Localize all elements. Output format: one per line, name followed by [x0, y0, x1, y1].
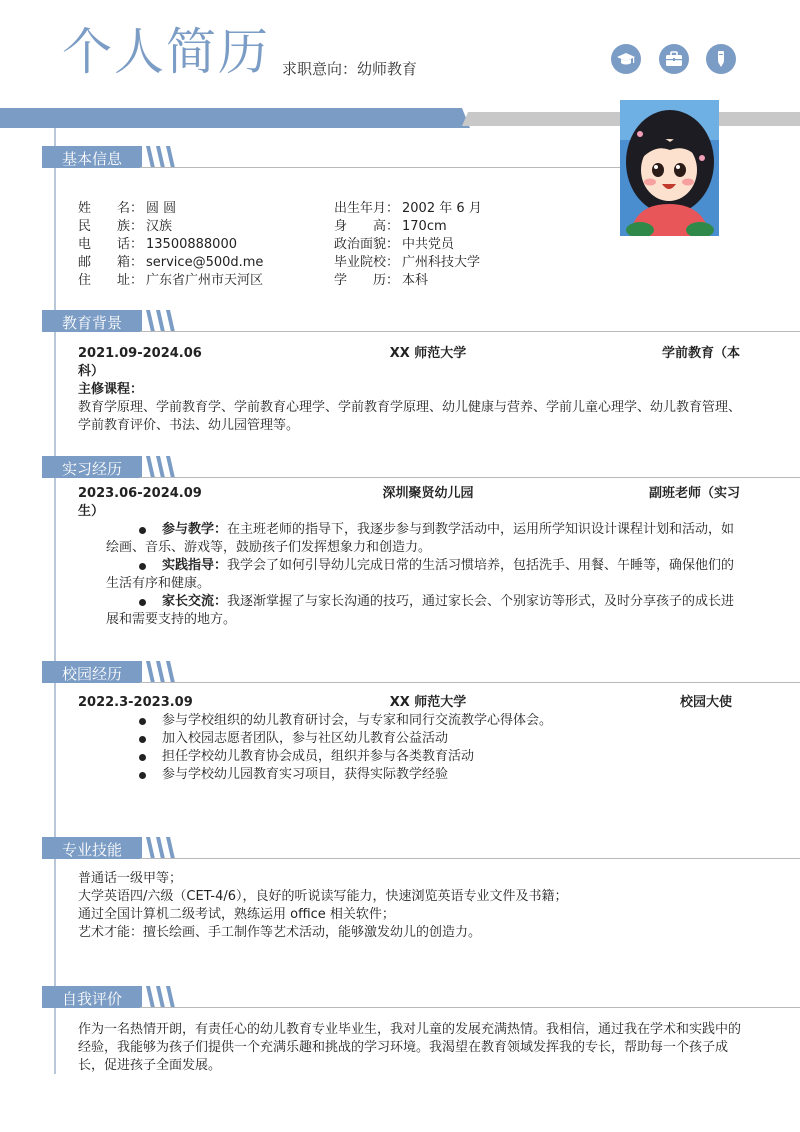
timeline-line [54, 128, 56, 1074]
internship-date: 2023.06-2024.09 [78, 486, 202, 501]
pen-icon [706, 44, 736, 74]
section-rule [140, 682, 800, 683]
info-height: 身 高： 170cm [334, 219, 447, 234]
profile-photo [620, 100, 719, 236]
section-stripe [156, 986, 165, 1008]
section-stripe [166, 661, 175, 683]
education-major: 学前教育（本 [661, 346, 740, 361]
list-item: 参与教学：在主班老师的指导下，我逐步参与到教学活动中，运用所学知识设计课程计划和活动，如绘画、音乐、游戏等，鼓励孩子们发挥想象力和创造力。 [106, 522, 735, 555]
bullet-dot [139, 527, 146, 534]
info-phone: 电 话： 13500888000 [78, 237, 237, 252]
info-degree: 学 历： 本科 [334, 273, 429, 288]
skill-line: 通过全国计算机二级考试，熟练运用 office 相关软件； [78, 907, 395, 922]
self-eval-text: 作为一名热情开朗，有责任心的幼儿教育专业毕业生，我对儿童的发展充满热情。我相信，通过我在学术和实践中的经验，我能够为孩子们提供一个充满乐趣和挑战的学习环境。我渴望在教育领域发挥我的专长，帮助每一个孩子成长，促进孩子全面发展。 [78, 1022, 742, 1073]
bullet-dot [139, 736, 146, 743]
list-item: 实践指导：我学会了如何引导幼儿完成日常的生活习惯培养，包括洗手、用餐、午睡等，确保他们的生活有序和健康。 [106, 558, 735, 591]
section-title: 实习经历 [62, 460, 123, 478]
section-stripe [166, 986, 175, 1008]
section-stripe [146, 661, 155, 683]
list-item: 参与学校组织的幼儿教育研讨会，与专家和同行交流教学心得体会。 [162, 712, 742, 730]
section-rule [140, 858, 800, 859]
list-item: 加入校园志愿者团队，参与社区幼儿教育公益活动 [162, 730, 742, 748]
section-stripe [156, 837, 165, 859]
section-stripe [146, 146, 155, 168]
skill-line: 普通话一级甲等； [78, 871, 183, 886]
section-title: 教育背景 [62, 314, 123, 332]
graduation-cap-icon [611, 44, 641, 74]
section-rule [140, 477, 800, 478]
list-item: 担任学校幼儿教育协会成员，组织并参与各类教育活动 [162, 748, 742, 766]
section-rule [140, 1007, 800, 1008]
skill-line: 大学英语四/六级（CET-4/6），良好的听说读写能力，快速浏览英语专业文件及书籍； [78, 889, 568, 904]
info-name: 姓 名： 圆 圆 [78, 201, 177, 216]
job-target-label: 求职意向： [282, 60, 358, 78]
info-birth: 出生年月： 2002 年 6 月 [334, 201, 482, 216]
bullet-dot [139, 718, 146, 725]
education-major-cont: 科） [78, 364, 105, 379]
info-political: 政治面貌： 中共党员 [334, 237, 455, 252]
job-target [282, 58, 417, 79]
internship-org: 深圳聚贤幼儿园 [382, 486, 474, 501]
section-stripe [166, 837, 175, 859]
campus-activities [162, 712, 742, 784]
info-ethnicity: 民 族： 汉族 [78, 219, 173, 234]
education-school: XX 师范大学 [389, 346, 467, 361]
section-stripe [166, 456, 175, 478]
campus-role: 校园大使 [679, 695, 732, 710]
internship-duties [106, 521, 744, 629]
resume-title: 个人简历 [62, 23, 270, 81]
internship-role: 副班老师（实习 [648, 486, 740, 501]
skill-line: 艺术才能：擅长绘画、手工制作等艺术活动，能够激发幼儿的创造力。 [78, 925, 482, 940]
courses-text: 教育学原理、学前教育学、学前教育心理学、学前教育学原理、幼儿健康与营养、学前儿童心理学、幼儿教育管理、学前教育评价、书法、幼儿园管理等。 [78, 400, 742, 433]
section-stripe [146, 310, 155, 332]
briefcase-icon [659, 44, 689, 74]
education-date: 2021.09-2024.06 [78, 346, 202, 361]
campus-org: XX 师范大学 [389, 695, 467, 710]
section-title: 专业技能 [62, 841, 123, 859]
info-email: 邮 箱： service@500d.me [78, 255, 264, 270]
section-title: 校园经历 [62, 665, 123, 683]
courses-label: 主修课程： [78, 382, 144, 397]
campus-date: 2022.3-2023.09 [78, 695, 193, 710]
info-address: 住 址： 广东省广州市天河区 [78, 273, 264, 288]
section-stripe [166, 146, 175, 168]
section-stripe [146, 837, 155, 859]
section-title: 自我评价 [62, 990, 123, 1008]
bullet-dot [139, 772, 146, 779]
section-stripe [156, 310, 165, 332]
bullet-dot [139, 563, 146, 570]
header-band [0, 108, 470, 128]
section-stripe [166, 310, 175, 332]
section-title: 基本信息 [62, 150, 123, 168]
bullet-dot [139, 754, 146, 761]
job-target-value: 幼师教育 [357, 60, 418, 78]
bullet-dot [139, 599, 146, 606]
section-rule [140, 331, 800, 332]
section-stripe [146, 456, 155, 478]
section-stripe [146, 986, 155, 1008]
internship-role-cont: 生） [78, 504, 105, 519]
list-item: 参与学校幼儿园教育实习项目，获得实际教学经验 [162, 766, 742, 784]
info-school: 毕业院校： 广州科技大学 [334, 255, 481, 270]
list-item: 家长交流：我逐渐掌握了与家长沟通的技巧，通过家长会、个别家访等形式，及时分享孩子的成长进展和需要支持的地方。 [106, 594, 735, 627]
section-rule [140, 167, 620, 168]
section-stripe [156, 661, 165, 683]
section-stripe [156, 456, 165, 478]
section-stripe [156, 146, 165, 168]
